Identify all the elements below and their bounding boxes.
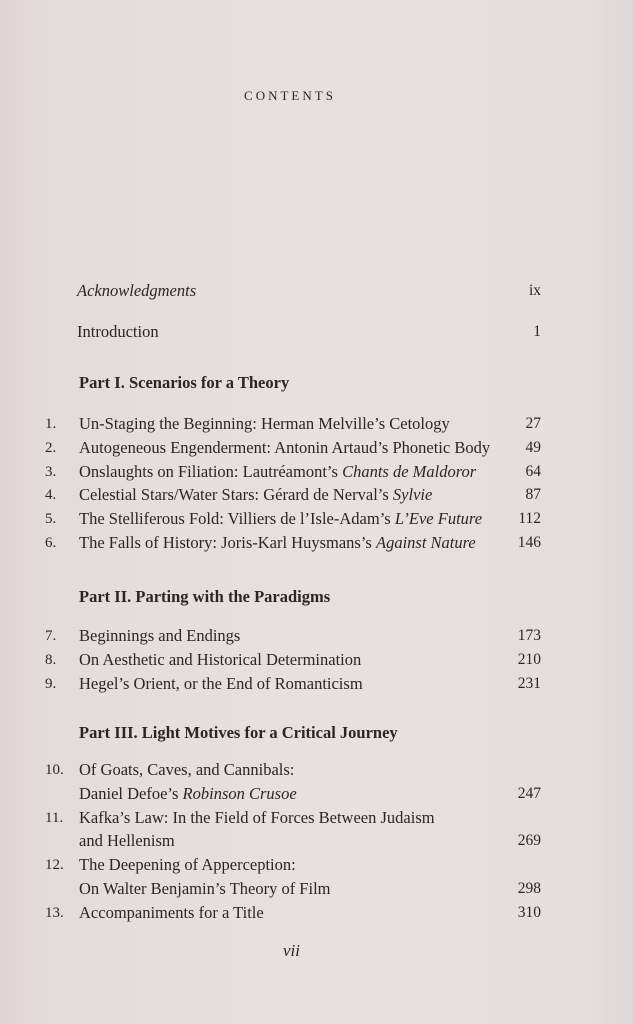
part-heading: Part III. Light Motives for a Critical Journey bbox=[79, 723, 398, 742]
chapter-number: 2. bbox=[45, 439, 57, 456]
chapter-page-number: 231 bbox=[517, 674, 541, 692]
chapter-number: 3. bbox=[45, 463, 57, 480]
chapter-title-italic-segment: Sylvie bbox=[392, 485, 433, 505]
chapter-number: 1. bbox=[45, 416, 57, 432]
chapter-title-segment: Beginnings and Endings bbox=[79, 626, 241, 645]
chapter-number: 5. bbox=[45, 511, 57, 528]
chapter-title-segment: Kafka’s Law: In the Field of Forces Between Judaism bbox=[79, 807, 435, 827]
toc-chapter-entry[interactable] bbox=[0, 413, 633, 435]
chapter-title-segment: Autogeneous Engenderment: Antonin Artaud’s Phonetic Body bbox=[79, 437, 491, 457]
part-heading: Part I. Scenarios for a Theory bbox=[79, 373, 290, 392]
chapter-title-italic-segment: Against Nature bbox=[375, 533, 476, 552]
chapter-page-number: 310 bbox=[517, 903, 541, 921]
toc-entry-acknowledgments[interactable] bbox=[0, 280, 633, 302]
chapter-number: 12. bbox=[45, 857, 64, 874]
chapter-title bbox=[79, 673, 363, 695]
toc-chapter-entry[interactable] bbox=[0, 854, 633, 876]
chapter-number: 10. bbox=[45, 762, 64, 778]
chapter-title-italic-segment: Robinson Crusoe bbox=[182, 783, 297, 803]
chapter-page-number: 146 bbox=[517, 534, 541, 551]
chapter-page-number: 27 bbox=[525, 415, 541, 432]
chapter-number: 13. bbox=[45, 904, 64, 921]
chapter-title-segment: Celestial Stars/Water Stars: Gérard de Nerval’s bbox=[79, 485, 393, 505]
chapter-number: 8. bbox=[45, 651, 57, 668]
chapter-title bbox=[79, 783, 297, 805]
toc-chapter-entry[interactable] bbox=[0, 461, 633, 483]
chapter-number: 6. bbox=[45, 535, 57, 551]
chapter-title-segment: Onslaughts on Filiation: Lautréamont’s bbox=[79, 461, 343, 481]
chapter-number: 9. bbox=[45, 675, 57, 692]
toc-chapter-entry[interactable] bbox=[0, 759, 633, 781]
toc-chapter-entry[interactable] bbox=[0, 484, 633, 506]
chapter-title bbox=[79, 854, 296, 876]
toc-chapter-entry[interactable] bbox=[0, 437, 633, 459]
chapter-title-segment: The Falls of History: Joris-Karl Huysmans’s bbox=[79, 533, 376, 552]
chapter-title-segment: On Aesthetic and Historical Determination bbox=[79, 649, 362, 669]
chapter-title-segment: The Deepening of Apperception: bbox=[79, 855, 296, 875]
chapter-title bbox=[79, 807, 435, 829]
chapter-title bbox=[79, 759, 294, 781]
chapter-page-number: 112 bbox=[518, 510, 541, 528]
toc-chapter-entry-continuation[interactable] bbox=[0, 783, 633, 805]
toc-chapter-entry[interactable] bbox=[0, 807, 633, 829]
toc-entry-introduction[interactable] bbox=[0, 321, 633, 343]
part-heading: Part II. Parting with the Paradigms bbox=[79, 587, 331, 606]
contents-heading: CONTENTS bbox=[244, 88, 336, 103]
chapter-title-segment: Daniel Defoe’s bbox=[79, 783, 183, 803]
chapter-title bbox=[79, 461, 476, 483]
chapter-title-segment: The Stelliferous Fold: Villiers de l’Isle-Adam’s bbox=[79, 509, 395, 529]
chapter-page-number: 298 bbox=[517, 880, 541, 897]
chapter-title-segment: and Hellenism bbox=[79, 831, 175, 851]
entry-page-number: ix bbox=[528, 282, 541, 299]
chapter-title bbox=[79, 625, 240, 647]
chapter-title bbox=[79, 649, 361, 671]
chapter-title-segment: Accompaniments for a Title bbox=[79, 902, 264, 922]
chapter-title bbox=[79, 508, 482, 530]
toc-chapter-entry-continuation[interactable] bbox=[0, 878, 633, 900]
entry-title: Acknowledgments bbox=[77, 281, 197, 300]
entry-title: Introduction bbox=[77, 322, 159, 341]
chapter-title bbox=[79, 902, 264, 924]
chapter-title-segment: On Walter Benjamin’s Theory of Film bbox=[79, 879, 331, 898]
chapter-number: 4. bbox=[45, 487, 57, 504]
chapter-title bbox=[79, 532, 476, 554]
chapter-title bbox=[79, 878, 331, 900]
chapter-page-number: 87 bbox=[525, 486, 541, 504]
chapter-title-segment: Of Goats, Caves, and Cannibals: bbox=[79, 760, 295, 779]
chapter-title-italic-segment: Chants de Maldoror bbox=[342, 461, 477, 481]
chapter-title-italic-segment: L’Eve Future bbox=[394, 509, 483, 529]
toc-chapter-entry[interactable] bbox=[0, 508, 633, 530]
chapter-title-segment: Hegel’s Orient, or the End of Romanticism bbox=[79, 673, 363, 693]
entry-page-number: 1 bbox=[533, 323, 541, 340]
chapter-page-number: 49 bbox=[525, 438, 541, 456]
chapter-title-segment: Un-Staging the Beginning: Herman Melville’s Cetology bbox=[79, 414, 450, 433]
chapter-page-number: 210 bbox=[517, 650, 541, 668]
chapter-number: 11. bbox=[45, 809, 64, 826]
toc-chapter-entry[interactable] bbox=[0, 532, 633, 554]
toc-chapter-entry[interactable] bbox=[0, 625, 633, 647]
chapter-title bbox=[79, 830, 175, 852]
toc-chapter-entry[interactable] bbox=[0, 649, 633, 671]
toc-chapter-entry[interactable] bbox=[0, 673, 633, 695]
toc-chapter-entry[interactable] bbox=[0, 902, 633, 924]
chapter-page-number: 269 bbox=[517, 832, 541, 850]
chapter-page-number: 247 bbox=[517, 784, 541, 802]
page-folio: vii bbox=[283, 941, 300, 960]
chapter-title bbox=[79, 437, 490, 459]
chapter-number: 7. bbox=[45, 628, 57, 644]
toc-chapter-entry-continuation[interactable] bbox=[0, 830, 633, 852]
chapter-title bbox=[79, 413, 450, 435]
chapter-page-number: 173 bbox=[517, 627, 541, 644]
chapter-page-number: 64 bbox=[525, 462, 541, 480]
chapter-title bbox=[79, 484, 432, 506]
